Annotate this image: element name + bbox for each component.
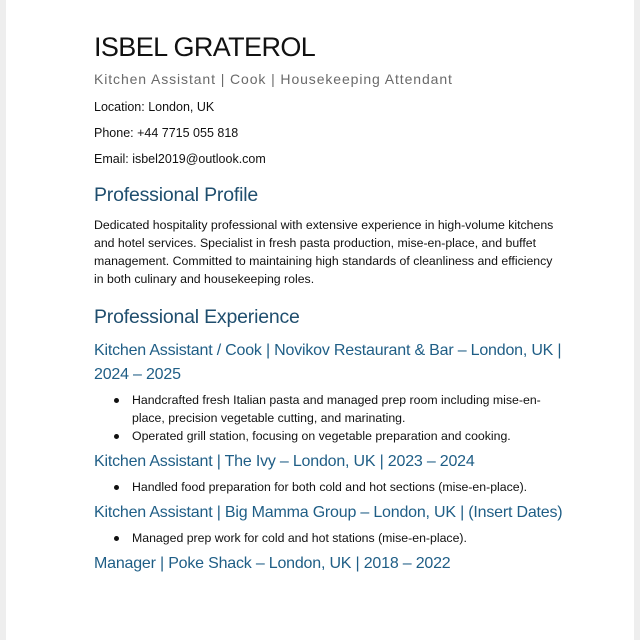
contact-location: Location: London, UK [94, 100, 215, 114]
job-bullet: Managed prep work for cold and hot stations (mise-en-place). [94, 529, 564, 547]
job-title: Kitchen Assistant | Big Mamma Group – London, UK | (Insert Dates) [94, 504, 563, 521]
resume-page [6, 0, 634, 640]
resume-content [94, 30, 564, 576]
job-bullets [94, 529, 564, 547]
candidate-subtitle: Kitchen Assistant | Cook | Housekeeping Attendant [94, 71, 453, 87]
job-title: Kitchen Assistant | The Ivy – London, UK | 2023 – 2024 [94, 453, 475, 470]
contact-phone: Phone: +44 7715 055 818 [94, 126, 239, 140]
job-entry [94, 450, 564, 496]
experience-heading: Professional Experience [94, 306, 300, 328]
job-bullets [94, 478, 564, 496]
job-bullets [94, 391, 564, 445]
job-bullet: Handled food preparation for both cold and hot sections (mise-en-place). [94, 478, 564, 496]
job-entry [94, 501, 564, 547]
job-bullet: Handcrafted fresh Italian pasta and managed prep room including mise-en-place, precision vegetable cutting, and marinating. [94, 391, 564, 427]
job-bullet: Operated grill station, focusing on vegetable preparation and cooking. [94, 427, 564, 445]
job-entry [94, 552, 564, 576]
job-title: Kitchen Assistant / Cook | Novikov Restaurant & Bar – London, UK | 2024 – 2025 [94, 342, 562, 383]
job-title: Manager | Poke Shack – London, UK | 2018 – 2022 [94, 555, 451, 572]
profile-text: Dedicated hospitality professional with extensive experience in high-volume kitchens and hotel services. Specialist in fresh pasta production, mise-en-place, and buffet management. Committed to maintaining high standards of cleanliness and efficiency in both culinary and housekeeping roles. [94, 218, 554, 286]
job-entry [94, 339, 564, 445]
contact-email: Email: isbel2019@outlook.com [94, 152, 266, 166]
profile-heading: Professional Profile [94, 184, 258, 206]
candidate-name: ISBEL GRATEROL [94, 32, 316, 62]
